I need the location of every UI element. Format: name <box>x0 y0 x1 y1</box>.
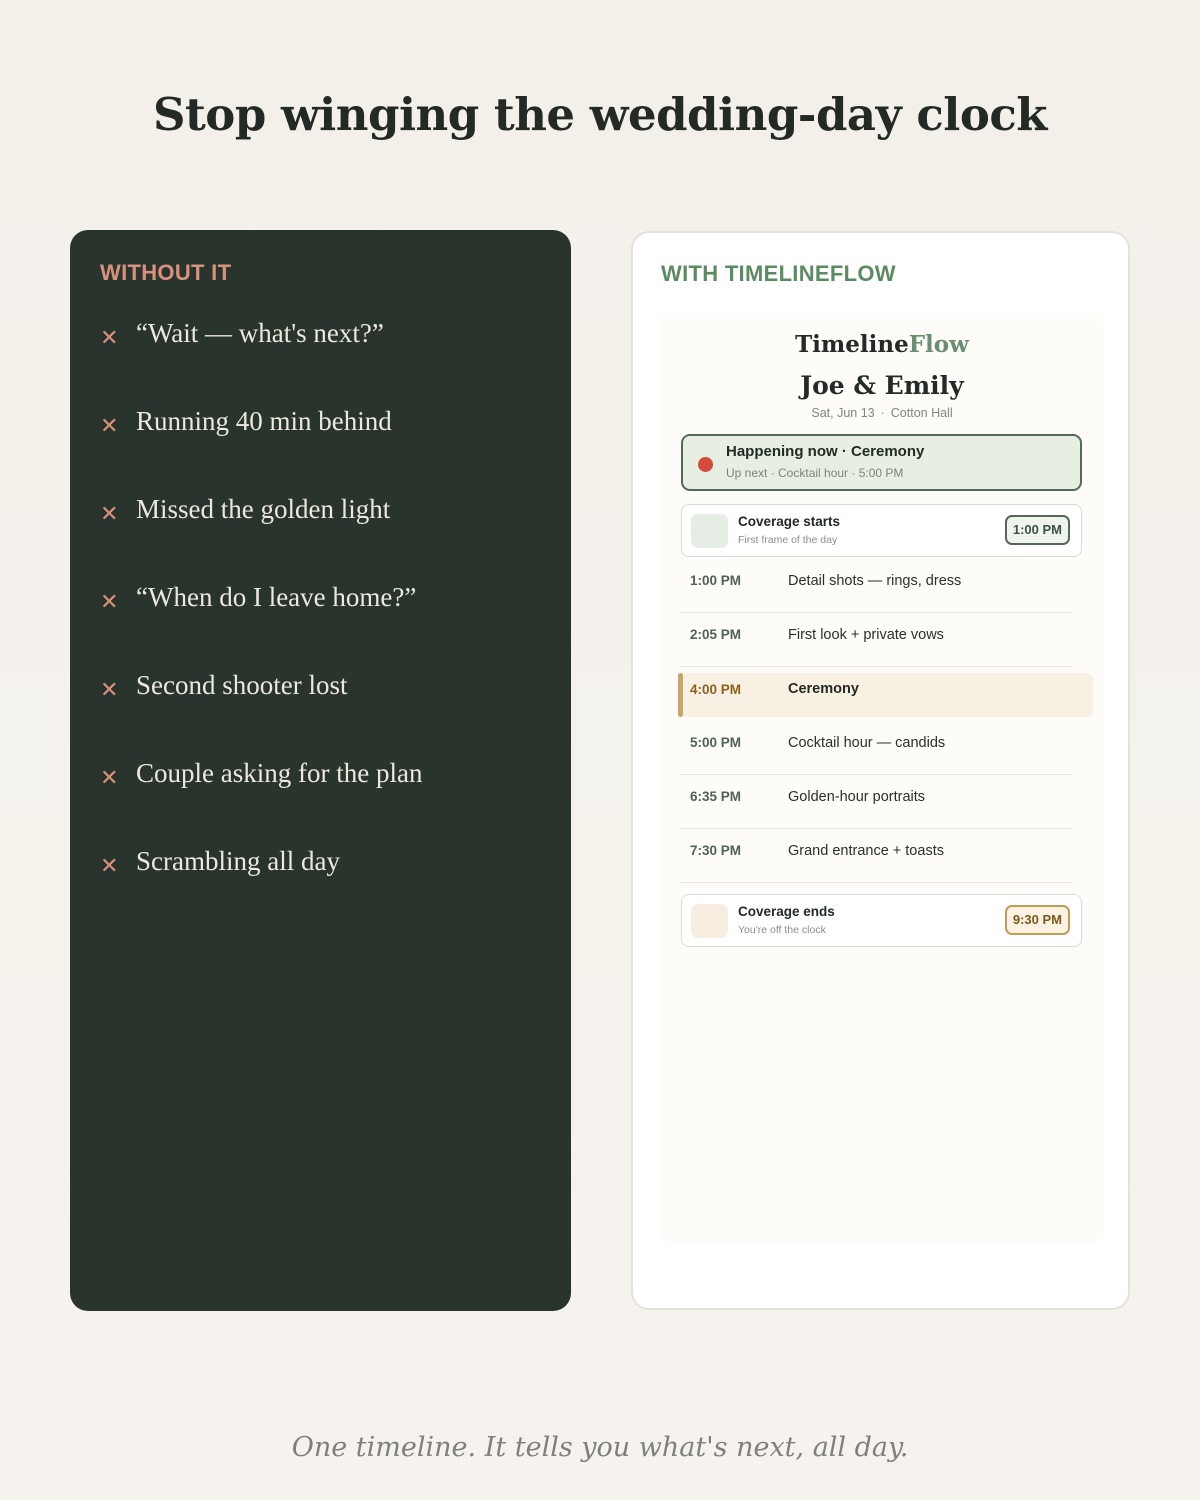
coverage-start-subtitle: First frame of the day <box>738 534 838 546</box>
schedule-row[interactable] <box>681 613 1072 667</box>
schedule-event: Detail shots — rings, dress <box>788 573 962 589</box>
schedule-event: First look + private vows <box>788 627 944 643</box>
pain-point-item <box>100 582 550 670</box>
pain-point-item <box>100 846 550 934</box>
coverage-end-card[interactable] <box>681 894 1082 947</box>
pain-point-text: Scrambling all day <box>136 846 340 876</box>
cross-icon: ✕ <box>100 414 119 439</box>
happening-now-card[interactable] <box>681 434 1082 491</box>
logo-main-text: Timeline <box>795 331 909 358</box>
pain-point-text: Couple asking for the plan <box>136 758 423 788</box>
event-meta <box>660 406 1104 420</box>
cross-icon: ✕ <box>100 766 119 791</box>
schedule-time: 5:00 PM <box>690 735 742 750</box>
cross-icon: ✕ <box>100 590 119 615</box>
schedule-row[interactable] <box>681 829 1072 883</box>
schedule-event: Ceremony <box>788 681 859 697</box>
schedule-row[interactable] <box>681 559 1072 613</box>
now-title: Happening now · Ceremony <box>726 443 925 460</box>
app-logo <box>660 331 1104 358</box>
schedule-time: 1:00 PM <box>690 573 742 588</box>
schedule-event: Golden-hour portraits <box>788 789 926 805</box>
pain-point-list <box>100 318 550 934</box>
meta-separator: · <box>880 406 885 420</box>
without-label: WITHOUT IT <box>100 260 232 285</box>
without-panel <box>70 230 571 1311</box>
now-subtitle: Up next · Cocktail hour · 5:00 PM <box>726 466 904 480</box>
coverage-start-card[interactable] <box>681 504 1082 557</box>
pain-point-item <box>100 670 550 758</box>
with-panel <box>631 231 1130 1310</box>
pain-point-text: “Wait — what's next?” <box>136 318 384 348</box>
schedule-time: 6:35 PM <box>690 789 742 804</box>
pain-point-text: Running 40 min behind <box>136 406 392 436</box>
schedule-time: 7:30 PM <box>690 843 742 858</box>
cross-icon: ✕ <box>100 678 119 703</box>
coverage-end-title: Coverage ends <box>738 904 835 919</box>
app-preview <box>660 313 1104 1243</box>
coverage-start-time-badge: 1:00 PM <box>1005 515 1070 545</box>
event-date: Sat, Jun 13 <box>811 406 875 420</box>
coverage-end-subtitle: You're off the clock <box>738 924 826 936</box>
cross-icon: ✕ <box>100 502 119 527</box>
pain-point-text: “When do I leave home?” <box>136 582 417 612</box>
schedule-time: 2:05 PM <box>690 627 742 642</box>
page-headline: Stop winging the wedding-day clock <box>153 88 1047 141</box>
schedule-list <box>681 559 1093 883</box>
couple-name: Joe & Emily <box>800 371 964 400</box>
schedule-row-current[interactable] <box>681 673 1093 717</box>
pain-point-item <box>100 494 550 582</box>
logo-accent-text: Flow <box>908 331 969 358</box>
coverage-end-time-badge: 9:30 PM <box>1005 905 1070 935</box>
schedule-row[interactable] <box>681 721 1072 775</box>
live-dot-icon <box>698 457 713 472</box>
pain-point-text: Missed the golden light <box>136 494 391 524</box>
pain-point-item <box>100 318 550 406</box>
coverage-start-icon <box>691 514 728 548</box>
footer-tagline: One timeline. It tells you what's next, all day. <box>291 1432 909 1463</box>
schedule-time: 4:00 PM <box>690 682 742 697</box>
pain-point-text: Second shooter lost <box>136 670 348 700</box>
schedule-row[interactable] <box>681 775 1072 829</box>
cross-icon: ✕ <box>100 326 119 351</box>
cross-icon: ✕ <box>100 854 119 879</box>
schedule-event: Cocktail hour — candids <box>788 735 946 751</box>
schedule-event: Grand entrance + toasts <box>788 843 944 859</box>
with-label: WITH TIMELINEFLOW <box>661 261 896 286</box>
event-venue: Cotton Hall <box>890 406 953 420</box>
pain-point-item <box>100 758 550 846</box>
coverage-start-title: Coverage starts <box>738 514 841 529</box>
pain-point-item <box>100 406 550 494</box>
coverage-end-icon <box>691 904 728 938</box>
